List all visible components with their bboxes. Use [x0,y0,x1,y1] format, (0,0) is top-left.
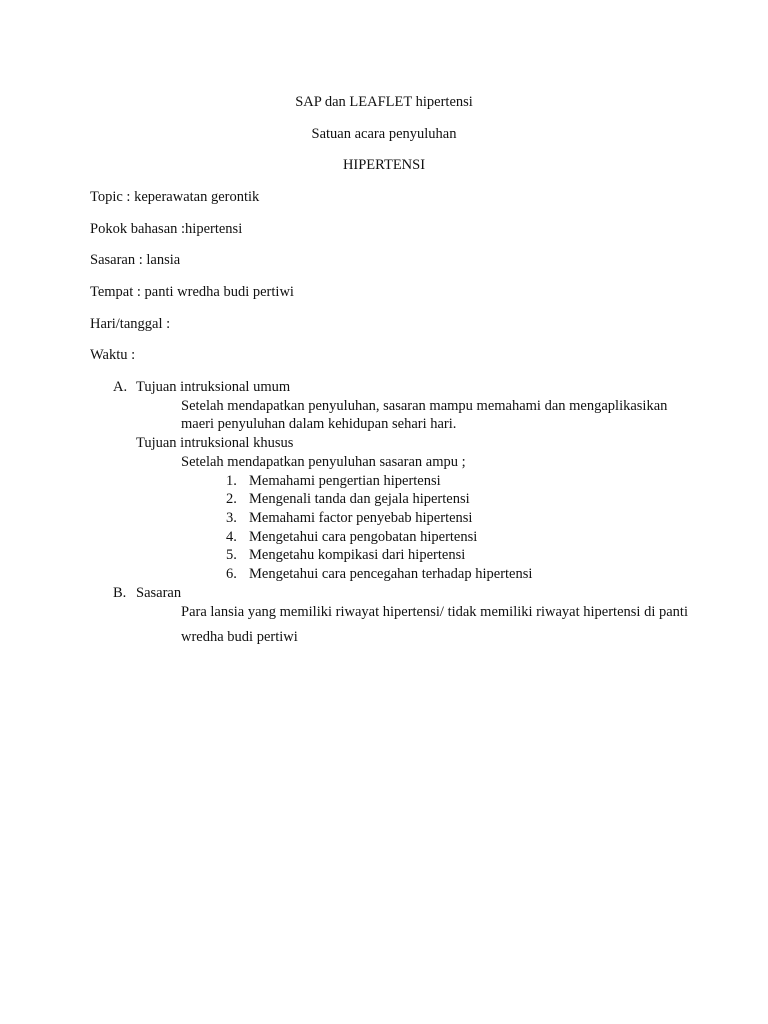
section-b-body-line2: wredha budi pertiwi [181,629,298,645]
list-item-text: Memahami factor penyebab hipertensi [249,510,473,526]
info-topic: Topic : keperawatan gerontik [90,189,260,205]
section-b-title: Sasaran [136,585,182,601]
list-item-number: 3. [226,510,237,526]
info-pokok-bahasan: Pokok bahasan :hipertensi [90,221,243,237]
section-b-body-line1: Para lansia yang memiliki riwayat hipertensi/ tidak memiliki riwayat hipertensi di panti [181,604,688,620]
info-hari-tanggal: Hari/tanggal : [90,316,171,332]
list-item-text: Mengenali tanda dan gejala hipertensi [249,491,470,507]
section-a-title: Tujuan intruksional umum [136,379,291,395]
list-item-text: Mengetahu kompikasi dari hipertensi [249,547,466,563]
document-heading: HIPERTENSI [342,157,426,173]
section-a-body-line1: Setelah mendapatkan penyuluhan, sasaran mampu memahami dan mengaplikasikan [181,398,668,414]
list-item-number: 6. [226,566,237,582]
document-title: SAP dan LEAFLET hipertensi [295,94,473,110]
document-subtitle: Satuan acara penyuluhan [311,126,457,142]
list-item-number: 5. [226,547,237,563]
list-item-number: 4. [226,529,237,545]
list-item-text: Mengetahui cara pengobatan hipertensi [249,529,478,545]
list-item-text: Memahami pengertian hipertensi [249,473,441,489]
section-a-marker: A. [113,379,128,395]
section-b-marker: B. [113,585,127,601]
info-sasaran: Sasaran : lansia [90,252,181,268]
list-item-number: 2. [226,491,237,507]
section-a-body-line2: maeri penyuluhan dalam kehidupan sehari hari. [181,416,457,432]
info-tempat: Tempat : panti wredha budi pertiwi [90,284,294,300]
info-waktu: Waktu : [90,347,136,363]
section-a-khusus-title: Tujuan intruksional khusus [136,435,294,451]
list-item-text: Mengetahui cara pencegahan terhadap hipertensi [249,566,533,582]
section-a-khusus-intro: Setelah mendapatkan penyuluhan sasaran ampu ; [181,454,466,470]
list-item-number: 1. [226,473,237,489]
